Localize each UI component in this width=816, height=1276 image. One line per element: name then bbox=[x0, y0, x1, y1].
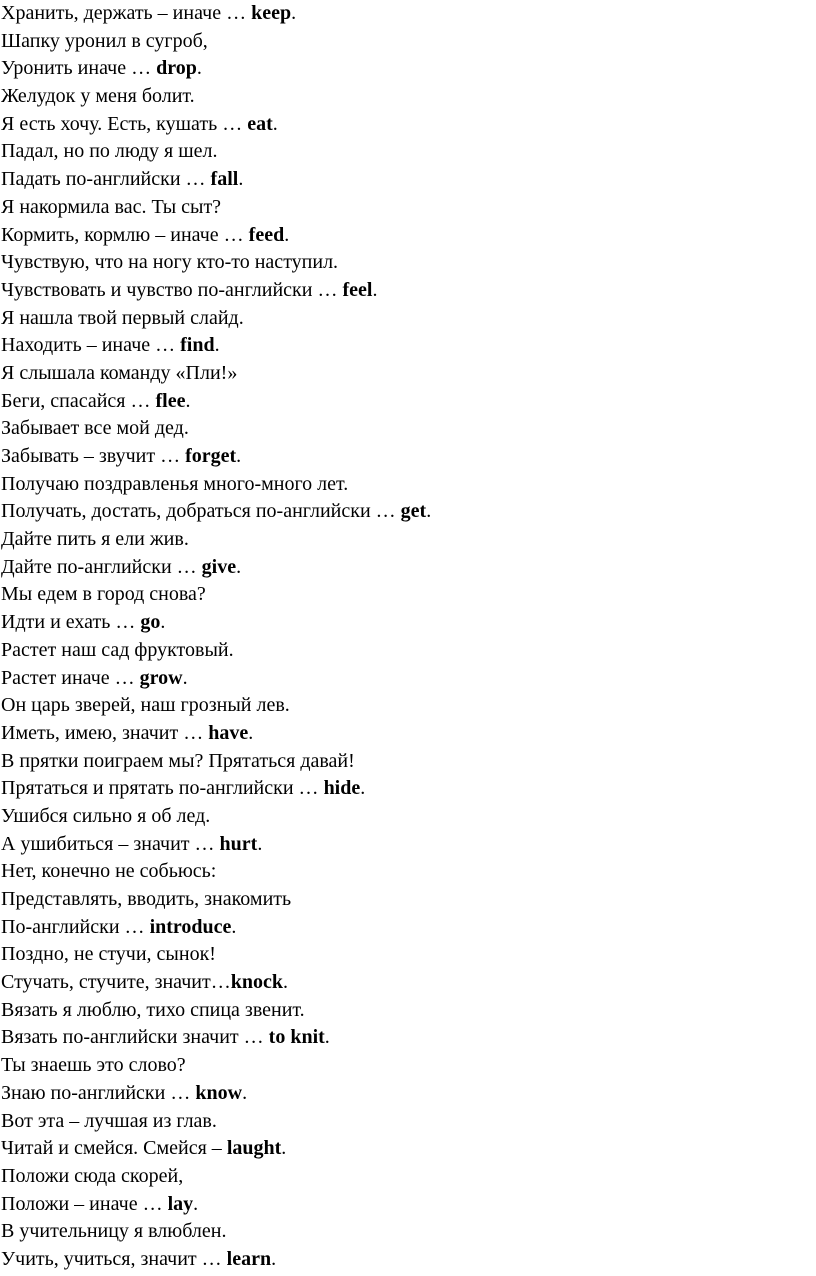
line-punctuation: . bbox=[185, 389, 191, 412]
text-line bbox=[1, 498, 816, 526]
english-keyword: laught bbox=[226, 1137, 282, 1160]
line-text: Прятаться и прятать по-английски … bbox=[1, 777, 324, 800]
text-line bbox=[1, 166, 816, 194]
text-line bbox=[1, 665, 816, 693]
line-punctuation: . bbox=[426, 500, 432, 523]
text-line bbox=[1, 554, 816, 582]
line-text: А ушибиться – значит … bbox=[1, 832, 220, 855]
english-keyword: drop bbox=[156, 57, 197, 80]
line-text: Представлять, вводить, знакомить bbox=[1, 888, 292, 910]
line-text: Чувствовать и чувство по-английски … bbox=[1, 278, 343, 301]
text-line bbox=[1, 969, 816, 997]
line-punctuation: . bbox=[196, 57, 202, 80]
text-line bbox=[1, 803, 816, 831]
line-text: Шапку уронил в сугроб, bbox=[1, 29, 208, 52]
english-keyword: hide bbox=[323, 777, 361, 800]
line-punctuation: . bbox=[324, 1026, 330, 1049]
text-line bbox=[1, 415, 816, 443]
line-text: Учить, учиться, значит … bbox=[1, 1247, 227, 1270]
text-line bbox=[1, 1052, 816, 1080]
line-punctuation: . bbox=[271, 1247, 277, 1270]
line-text: Поздно, не стучи, сынок! bbox=[1, 943, 216, 966]
text-line bbox=[1, 111, 816, 139]
line-punctuation: . bbox=[236, 555, 242, 578]
english-keyword: to knit bbox=[268, 1026, 325, 1049]
english-keyword: flee bbox=[155, 389, 186, 412]
line-text: Читай и смейся. Смейся – bbox=[1, 1137, 227, 1160]
line-text: В прятки поиграем мы? Прятаться давай! bbox=[1, 749, 355, 772]
english-keyword: feel bbox=[342, 278, 373, 301]
text-line bbox=[1, 194, 816, 222]
line-text: Вязать я люблю, тихо спица звенит. bbox=[1, 998, 305, 1021]
text-line bbox=[1, 1218, 816, 1246]
line-punctuation: . bbox=[193, 1192, 199, 1215]
line-text: Я есть хочу. Есть, кушать … bbox=[1, 112, 248, 135]
line-text: Падал, но по люду я шел. bbox=[1, 140, 218, 163]
english-keyword: forget bbox=[185, 445, 237, 467]
text-line bbox=[1, 858, 816, 886]
line-text: Дайте по-английски … bbox=[1, 555, 202, 578]
line-text: Растет наш сад фруктовый. bbox=[1, 638, 234, 661]
english-keyword: learn bbox=[226, 1247, 272, 1270]
line-text: Нет, конечно не собьюсь: bbox=[1, 860, 217, 883]
line-punctuation: . bbox=[257, 832, 263, 855]
english-keyword: lay bbox=[167, 1192, 194, 1215]
english-keyword: find bbox=[180, 334, 215, 357]
english-keyword: give bbox=[201, 555, 237, 578]
line-punctuation: . bbox=[283, 971, 288, 994]
line-text: Получаю поздравленья много-много лет. bbox=[1, 472, 349, 495]
line-text: Иметь, имею, значит … bbox=[1, 721, 209, 744]
line-text: Хранить, держать – иначе … bbox=[1, 2, 252, 24]
line-punctuation: . bbox=[291, 2, 297, 24]
english-keyword: feed bbox=[248, 223, 285, 246]
line-text: Кормить, кормлю – иначе … bbox=[1, 223, 249, 246]
line-punctuation: . bbox=[360, 777, 366, 800]
text-line bbox=[1, 28, 816, 56]
english-keyword: hurt bbox=[219, 832, 258, 855]
text-line bbox=[1, 443, 816, 471]
text-line bbox=[1, 831, 816, 859]
text-line bbox=[1, 305, 816, 333]
text-line bbox=[1, 55, 816, 83]
english-keyword: go bbox=[140, 611, 161, 634]
line-punctuation: . bbox=[372, 278, 378, 301]
text-line bbox=[1, 1135, 816, 1163]
line-text: Получать, достать, добраться по-английски … bbox=[1, 500, 401, 523]
line-punctuation: . bbox=[160, 611, 166, 634]
line-text: Ты знаешь это слово? bbox=[1, 1054, 186, 1077]
line-text: В учительницу я влюблен. bbox=[1, 1220, 227, 1243]
line-text: Желудок у меня болит. bbox=[1, 85, 195, 108]
text-line bbox=[1, 388, 816, 416]
line-text: Беги, спасайся … bbox=[1, 389, 156, 412]
english-keyword: get bbox=[400, 500, 427, 523]
text-line bbox=[1, 609, 816, 637]
line-text: Я нашла твой первый слайд. bbox=[1, 306, 244, 329]
line-text: По-английски … bbox=[1, 915, 150, 938]
text-line bbox=[1, 1191, 816, 1219]
line-punctuation: . bbox=[182, 666, 188, 689]
text-line bbox=[1, 1080, 816, 1108]
english-keyword: knock bbox=[230, 971, 283, 994]
text-line bbox=[1, 332, 816, 360]
text-line bbox=[1, 222, 816, 250]
text-line bbox=[1, 914, 816, 942]
line-punctuation: . bbox=[231, 915, 237, 938]
english-keyword: introduce bbox=[149, 915, 232, 938]
text-line bbox=[1, 637, 816, 665]
line-punctuation: . bbox=[281, 1137, 287, 1160]
text-line bbox=[1, 1163, 816, 1191]
line-text: Ушибся сильно я об лед. bbox=[1, 804, 211, 827]
line-text: Чувствую, что на ногу кто-то наступил. bbox=[1, 251, 339, 274]
text-line bbox=[1, 581, 816, 609]
line-text: Находить – иначе … bbox=[1, 334, 181, 357]
line-text: Забывает все мой дед. bbox=[1, 417, 189, 440]
text-line bbox=[1, 1246, 816, 1274]
line-punctuation: . bbox=[238, 168, 244, 191]
text-line bbox=[1, 138, 816, 166]
english-keyword: eat bbox=[247, 112, 273, 135]
line-text: Знаю по-английски … bbox=[1, 1081, 196, 1104]
line-punctuation: . bbox=[272, 112, 278, 135]
text-line bbox=[1, 1024, 816, 1052]
text-line bbox=[1, 249, 816, 277]
text-line bbox=[1, 0, 816, 28]
line-text: Вязать по-английски значит … bbox=[1, 1026, 269, 1049]
english-keyword: fall bbox=[210, 168, 239, 191]
text-line bbox=[1, 360, 816, 388]
english-keyword: have bbox=[208, 721, 249, 744]
english-keyword: grow bbox=[139, 666, 183, 689]
text-line bbox=[1, 997, 816, 1025]
line-text: Вот эта – лучшая из глав. bbox=[1, 1109, 217, 1132]
line-text: Положи – иначе … bbox=[1, 1192, 168, 1215]
line-text: Я накормила вас. Ты сыт? bbox=[1, 195, 222, 218]
text-line bbox=[1, 83, 816, 111]
text-line bbox=[1, 277, 816, 305]
line-text: Положи сюда скорей, bbox=[1, 1164, 184, 1187]
text-line bbox=[1, 775, 816, 803]
line-text: Стучать, стучите, значит… bbox=[1, 971, 231, 994]
line-punctuation: . bbox=[242, 1081, 248, 1104]
line-text: Он царь зверей, наш грозный лев. bbox=[1, 694, 290, 717]
line-text: Я слышала команду «Пли!» bbox=[1, 361, 238, 384]
line-text: Падать по-английски … bbox=[1, 168, 211, 191]
text-line bbox=[1, 471, 816, 499]
english-keyword: keep bbox=[251, 2, 292, 24]
text-line bbox=[1, 941, 816, 969]
line-punctuation: . bbox=[248, 721, 254, 744]
english-keyword: know bbox=[195, 1081, 243, 1104]
text-line bbox=[1, 720, 816, 748]
line-punctuation: . bbox=[236, 445, 242, 467]
line-text: Мы едем в город снова? bbox=[1, 583, 206, 606]
text-line bbox=[1, 692, 816, 720]
text-line bbox=[1, 526, 816, 554]
line-text: Забывать – звучит … bbox=[1, 445, 186, 467]
line-punctuation: . bbox=[214, 334, 220, 357]
line-text: Дайте пить я ели жив. bbox=[1, 528, 189, 551]
line-punctuation: . bbox=[284, 223, 290, 246]
line-text: Идти и ехать … bbox=[1, 611, 141, 634]
line-text: Уронить иначе … bbox=[1, 57, 157, 80]
line-text: Растет иначе … bbox=[1, 666, 140, 689]
text-line bbox=[1, 748, 816, 776]
text-line bbox=[1, 886, 816, 914]
text-line bbox=[1, 1108, 816, 1136]
